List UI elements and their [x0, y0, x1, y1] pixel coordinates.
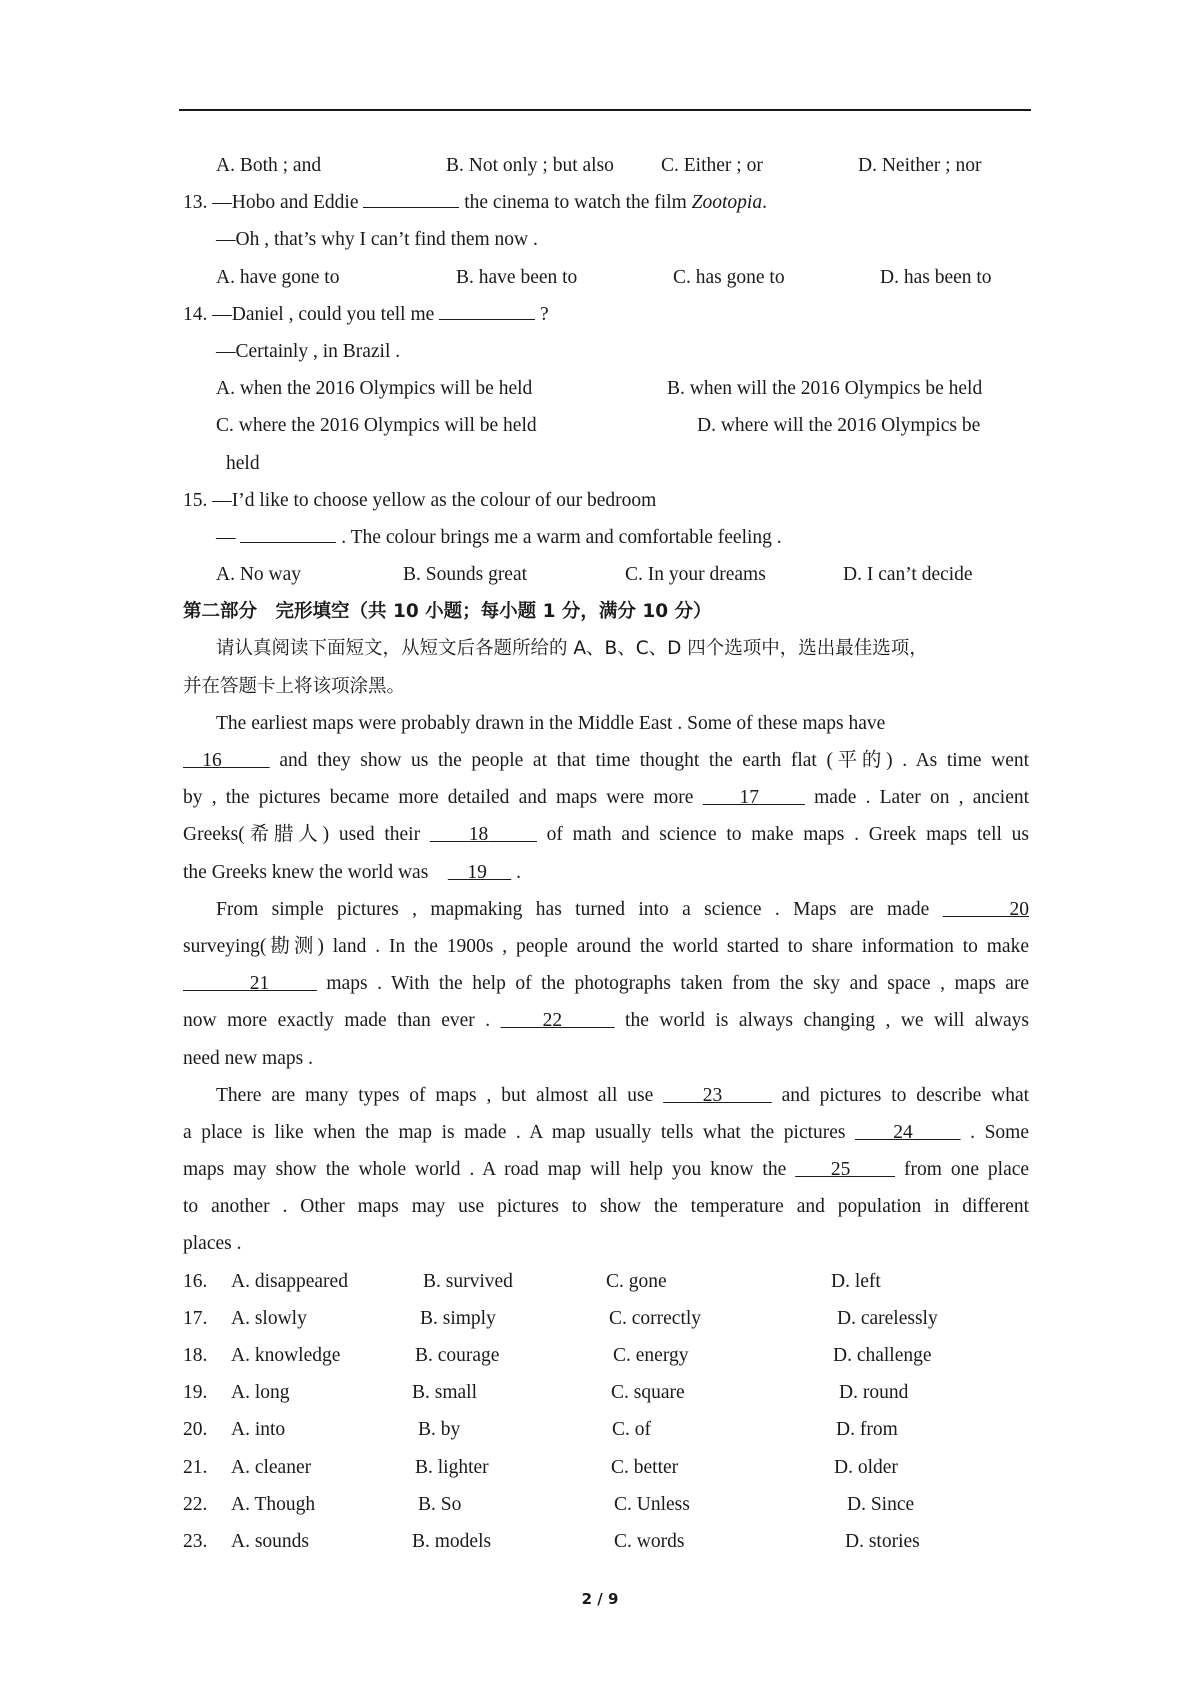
q12-option-d: D. Neither ; nor — [858, 155, 982, 176]
choice-option-d: D. left — [831, 1270, 881, 1292]
q14-option-a: A. when the 2016 Olympics will be held — [216, 378, 533, 400]
passage-p1-line1: The earliest maps were probably drawn in the Middle East . Some of these maps have — [216, 712, 886, 734]
passage-text: by , the pictures became more detailed and maps were more — [183, 787, 694, 809]
passage-text: Greeks(希腊人) used their — [183, 824, 421, 846]
choice-row-20 — [183, 1411, 1029, 1448]
q13-blank — [363, 185, 459, 208]
choice-option-c: C. of — [612, 1419, 651, 1441]
choice-option-a: A. cleaner — [231, 1456, 312, 1478]
choice-option-a: A. Though — [231, 1493, 316, 1515]
q15-reply — [183, 519, 1029, 556]
choice-option-b: B. simply — [420, 1307, 496, 1329]
q15-prompt: —I’d like to choose yellow as the colour of our bedroom — [212, 489, 657, 511]
passage-p2-line5: need new maps . — [183, 1047, 313, 1069]
passage-p3-line1 — [183, 1077, 1029, 1114]
q13-text-before: —Hobo and Eddie — [212, 192, 359, 214]
passage-p3-line3 — [183, 1151, 1029, 1188]
passage-text: of math and science to make maps . Greek maps tell us — [546, 824, 1029, 846]
q14-stem — [183, 296, 1029, 333]
choice-option-c: C. words — [614, 1530, 685, 1552]
q12-option-b: B. Not only ; but also — [446, 155, 614, 176]
passage-p3-line2 — [183, 1114, 1029, 1151]
choice-option-d: D. older — [834, 1456, 898, 1478]
choice-option-c: C. better — [611, 1456, 679, 1478]
q14-option-c: C. where the 2016 Olympics will be held — [216, 415, 537, 437]
passage-text: now more exactly made than ever . — [183, 1010, 491, 1032]
q12-options — [183, 147, 1029, 184]
choice-option-d: D. carelessly — [837, 1307, 938, 1329]
q15-blank — [240, 520, 336, 543]
q13-film-title: Zootopia — [691, 192, 763, 214]
choice-number: 16. — [183, 1270, 208, 1292]
passage-p2-line2: surveying(勘测) land . In the 1900s , people around the world started to share information to make — [183, 935, 1029, 957]
passage-text: made . Later on , ancient — [814, 787, 1030, 809]
passage-p1-line5 — [183, 854, 1029, 891]
choice-number: 21. — [183, 1456, 208, 1478]
q14-number: 14. — [183, 303, 208, 325]
passage-text: maps may show the whole world . A road map will help you know the — [183, 1159, 787, 1181]
choice-number: 18. — [183, 1345, 208, 1366]
q15-reply-text: . The colour brings me a warm and comfortable feeling . — [341, 526, 782, 548]
choice-number: 23. — [183, 1530, 208, 1552]
blank-24: 24 — [893, 1121, 913, 1143]
q14-blank — [439, 297, 535, 320]
choice-option-b: B. models — [412, 1530, 492, 1552]
blank-19: 19 — [467, 861, 487, 883]
choice-option-a: A. slowly — [231, 1307, 307, 1329]
q13-end: . — [762, 192, 767, 214]
choice-option-a: A. knowledge — [231, 1345, 341, 1366]
q15-option-d: D. I can’t decide — [843, 564, 973, 586]
passage-p3-line5: places . — [183, 1233, 242, 1255]
choice-option-a: A. into — [231, 1419, 286, 1441]
q13-number: 13. — [183, 192, 208, 214]
choice-row-22 — [183, 1486, 1029, 1523]
choice-option-b: B. survived — [423, 1270, 513, 1292]
choice-option-b: B. courage — [415, 1345, 500, 1366]
choice-row-17 — [183, 1300, 1029, 1337]
q12-option-c: C. Either ; or — [661, 155, 763, 176]
q13-text-after: the cinema to watch the film — [464, 192, 687, 214]
page-number: 2 / 9 — [581, 1590, 619, 1608]
choice-option-b: B. So — [418, 1493, 462, 1515]
choice-number: 19. — [183, 1382, 208, 1404]
passage-text: maps . With the help of the photographs taken from the sky and space , maps are — [326, 973, 1030, 995]
passage-p2-line3 — [183, 965, 1029, 1002]
choice-option-c: C. square — [611, 1382, 685, 1404]
passage-text: . — [516, 861, 521, 883]
choice-option-b: B. by — [418, 1419, 461, 1441]
blank-16: 16 — [202, 750, 222, 771]
choice-option-d: D. stories — [845, 1530, 920, 1552]
choice-option-c: C. energy — [613, 1345, 689, 1366]
q13-options — [183, 259, 1029, 296]
passage-text: from one place — [903, 1159, 1030, 1181]
part2-instruction-line1: 请认真阅读下面短文，从短文后各题所给的 A、B、C、D 四个选项中，选出最佳选项， — [216, 638, 928, 660]
passage-text: the Greeks knew the world was — [183, 861, 429, 883]
passage-text: There are many types of maps , but almost all use — [216, 1084, 654, 1106]
choice-option-a: A. sounds — [231, 1530, 310, 1552]
choice-option-d: D. round — [839, 1382, 909, 1404]
q14-options-cd — [183, 407, 1029, 444]
q13-option-d: D. has been to — [880, 266, 992, 288]
q13-reply: —Oh , that’s why I can’t find them now . — [216, 229, 538, 251]
choice-option-c: C. correctly — [609, 1307, 702, 1329]
blank-22: 22 — [542, 1010, 563, 1032]
q13-option-c: C. has gone to — [673, 266, 785, 288]
choice-option-a: A. disappeared — [231, 1270, 348, 1292]
q15-option-a: A. No way — [216, 564, 302, 586]
passage-text: the world is always changing , we will always — [625, 1010, 1030, 1032]
choice-option-a: A. long — [231, 1382, 290, 1404]
header-rule — [179, 109, 1031, 111]
blank-23: 23 — [702, 1084, 723, 1106]
choice-option-d: D. from — [836, 1419, 898, 1441]
q13-option-b: B. have been to — [456, 266, 578, 288]
passage-text: . Some — [970, 1121, 1030, 1143]
choice-option-d: D. challenge — [833, 1345, 932, 1366]
choice-option-b: B. lighter — [415, 1456, 489, 1478]
exam-page — [183, 147, 1029, 1560]
q13-option-a: A. have gone to — [216, 266, 340, 288]
q13-stem — [183, 184, 1029, 221]
q14-reply: —Certainly , in Brazil . — [216, 340, 401, 362]
passage-p2-line4 — [183, 1002, 1029, 1039]
choice-number: 17. — [183, 1307, 208, 1329]
q14-options-ab — [183, 370, 1029, 407]
q14-option-d-wrap: held — [226, 452, 260, 474]
q15-options — [183, 556, 1029, 593]
choice-option-d: D. Since — [847, 1493, 915, 1515]
passage-p3-line4: to another . Other maps may use pictures to show the temperature and population in different — [183, 1196, 1029, 1218]
choice-row-16 — [183, 1263, 1029, 1300]
passage-text: and pictures to describe what — [781, 1084, 1030, 1106]
choice-option-c: C. gone — [606, 1270, 667, 1292]
passage-p1-line3 — [183, 779, 1029, 816]
choice-option-b: B. small — [412, 1382, 478, 1404]
q14-text-before: —Daniel , could you tell me — [212, 303, 435, 325]
choice-row-23 — [183, 1523, 1029, 1560]
q15-stem — [183, 482, 1029, 519]
choice-row-19 — [183, 1374, 1029, 1411]
q12-option-a: A. Both ; and — [216, 155, 322, 176]
passage-p1-line2 — [183, 742, 1029, 779]
choice-number: 22. — [183, 1493, 208, 1515]
q15-option-b: B. Sounds great — [403, 564, 528, 586]
q15-number: 15. — [183, 489, 208, 511]
blank-18: 18 — [468, 824, 489, 846]
q14-end: ? — [540, 303, 549, 325]
choice-row-18 — [183, 1337, 1029, 1374]
choice-row-21 — [183, 1449, 1029, 1486]
q14-option-b: B. when will the 2016 Olympics be held — [667, 378, 983, 400]
choice-option-c: C. Unless — [614, 1493, 690, 1515]
blank-20: 20 — [1009, 898, 1030, 920]
choice-number: 20. — [183, 1419, 208, 1441]
q15-reply-dash: — — [216, 526, 236, 548]
blank-17: 17 — [739, 787, 759, 809]
passage-p1-line4 — [183, 816, 1029, 853]
q15-option-c: C. In your dreams — [625, 564, 766, 586]
part2-heading: 第二部分 完形填空（共 10 小题；每小题 1 分，满分 10 分） — [183, 601, 712, 623]
part2-instruction-line2: 并在答题卡上将该项涂黑。 — [183, 675, 406, 697]
passage-p2-line1 — [183, 891, 1029, 928]
blank-25: 25 — [830, 1159, 851, 1181]
passage-text: From simple pictures , mapmaking has turned into a science . Maps are made — [216, 898, 930, 920]
blank-21: 21 — [249, 973, 270, 995]
q14-option-d: D. where will the 2016 Olympics be — [697, 415, 981, 437]
passage-text: a place is like when the map is made . A map usually tells what the pictures — [183, 1121, 846, 1143]
passage-text: and they show us the people at that time thought the earth flat (平的) . As time went — [279, 750, 1030, 771]
